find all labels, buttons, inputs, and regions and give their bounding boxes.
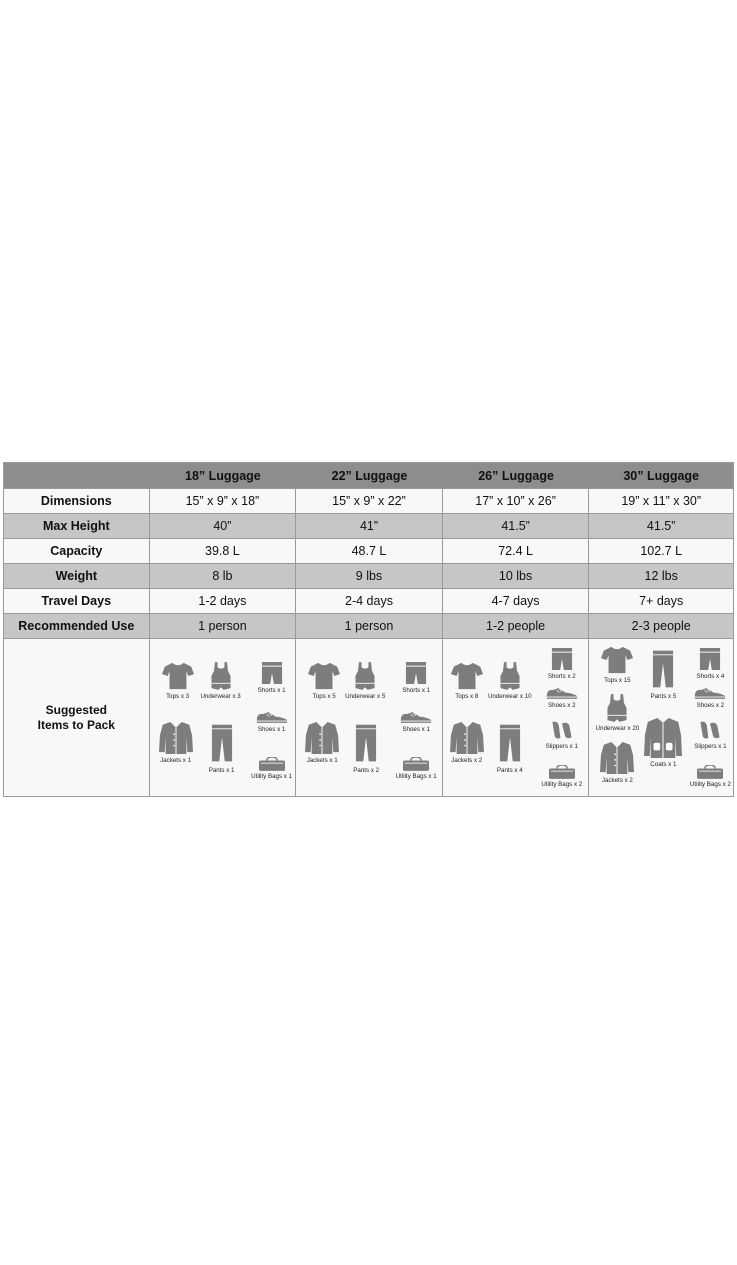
table-row-suggested-items — [4, 638, 733, 796]
table-cell: 1 person — [296, 614, 443, 638]
pack-item-utility-bags: Utility Bags x 2 — [686, 765, 734, 788]
pack-item-tops: Tops x 15 — [593, 645, 641, 684]
t-shirt-icon — [162, 661, 194, 691]
pack-item-jackets: Jackets x 1 — [152, 721, 200, 764]
table-cell: 7+ days — [639, 594, 684, 608]
table-cell: 15” x 9” x 18” — [150, 489, 297, 513]
shorts-icon — [699, 647, 721, 671]
table-cell: 72.4 L — [443, 539, 590, 563]
pack-item-tops: Tops x 5 — [300, 661, 348, 700]
pack-item-utility-bags: Utility Bags x 2 — [538, 765, 586, 788]
t-shirt-icon — [601, 645, 633, 675]
table-cell: 2-4 days — [296, 589, 443, 613]
pack-cell-18 — [150, 639, 297, 796]
table-header-row — [4, 463, 733, 488]
pack-item-shoes: Shoes x 2 — [538, 687, 586, 709]
table-cell: 102.7 L — [640, 544, 683, 558]
table-cell: 1-2 days — [150, 589, 297, 613]
pack-item-shorts: Shorts x 1 — [392, 661, 440, 694]
pack-item-slippers: Slippers x 1 — [686, 719, 734, 750]
table-cell: 40” — [150, 514, 297, 538]
pack-item-shoes: Shoes x 1 — [392, 711, 440, 733]
pack-item-utility-bags: Utility Bags x 1 — [392, 757, 440, 780]
table-cell: 8 lb — [150, 564, 297, 588]
table-cell: 17” x 10” x 26” — [443, 489, 590, 513]
table-cell: 1-2 people — [443, 614, 590, 638]
pants-icon — [499, 721, 521, 765]
table-cell: 19” x 11” x 30” — [621, 494, 702, 508]
row-label-line: Suggested — [45, 702, 107, 717]
t-shirt-icon — [451, 661, 483, 691]
row-label: Travel Days — [4, 589, 150, 613]
jacket-icon — [305, 721, 339, 755]
pants-icon — [652, 647, 674, 691]
pack-item-jackets: Jackets x 2 — [443, 721, 491, 764]
pack-item-coats: Coats x 1 — [639, 717, 687, 768]
pack-item-tops: Tops x 8 — [443, 661, 491, 700]
row-label: Dimensions — [4, 489, 150, 513]
table-cell: 48.7 L — [296, 539, 443, 563]
underwear-icon — [208, 661, 234, 691]
table-cell: 39.8 L — [150, 539, 297, 563]
table-cell: 4-7 days — [443, 589, 590, 613]
t-shirt-icon — [308, 661, 340, 691]
table-row-travel-days — [4, 588, 733, 613]
pack-item-jackets: Jackets x 1 — [298, 721, 346, 764]
pack-item-shoes: Shoes x 2 — [686, 687, 734, 709]
table-cell: 12 lbs — [644, 569, 678, 583]
row-label: Recommended Use — [4, 614, 150, 638]
header-18-luggage: 18” Luggage — [185, 468, 261, 483]
pack-cell-22 — [296, 639, 443, 796]
pack-item-underwear: Underwear x 20 — [593, 693, 641, 732]
slipper-icon — [550, 719, 574, 741]
jacket-icon — [159, 721, 193, 755]
underwear-icon — [497, 661, 523, 691]
luggage-comparison-table — [3, 462, 734, 797]
shoe-icon — [256, 711, 288, 724]
row-label: Capacity — [4, 539, 150, 563]
pack-item-shorts: Shorts x 1 — [248, 661, 296, 694]
jacket-icon — [450, 721, 484, 755]
underwear-icon — [604, 693, 630, 723]
row-label-suggested-items — [4, 639, 150, 796]
header-26-luggage: 26” Luggage — [478, 468, 554, 483]
pack-cell-26 — [443, 639, 590, 796]
table-cell: 9 lbs — [296, 564, 443, 588]
pack-item-utility-bags: Utility Bags x 1 — [248, 757, 296, 780]
pants-icon — [355, 721, 377, 765]
row-label: Max Height — [4, 514, 150, 538]
shorts-icon — [405, 661, 427, 685]
table-row-weight — [4, 563, 733, 588]
row-label-line: Items to Pack — [37, 717, 115, 732]
pack-item-shorts: Shorts x 4 — [686, 647, 734, 680]
table-cell: 41.5” — [646, 519, 676, 533]
pack-item-underwear: Underwear x 5 — [341, 661, 389, 700]
pack-cell-30 — [589, 639, 733, 796]
header-corner — [4, 463, 150, 488]
shoe-icon — [694, 687, 726, 700]
coat-icon — [644, 717, 682, 759]
utility-bag-icon — [403, 757, 429, 771]
pack-item-underwear: Underwear x 3 — [197, 661, 245, 700]
table-cell: 15” x 9” x 22” — [296, 489, 443, 513]
pack-item-pants: Pants x 1 — [198, 721, 246, 774]
pack-item-pants: Pants x 2 — [342, 721, 390, 774]
shorts-icon — [261, 661, 283, 685]
table-cell: 2-3 people — [631, 619, 691, 633]
table-cell: 10 lbs — [443, 564, 590, 588]
underwear-icon — [352, 661, 378, 691]
slipper-icon — [698, 719, 722, 741]
table-row-capacity — [4, 538, 733, 563]
table-cell: 41.5” — [443, 514, 590, 538]
utility-bag-icon — [549, 765, 575, 779]
shorts-icon — [551, 647, 573, 671]
header-22-luggage: 22” Luggage — [331, 468, 408, 483]
table-row-max-height — [4, 513, 733, 538]
pants-icon — [211, 721, 233, 765]
shoe-icon — [400, 711, 432, 724]
pack-item-jackets: Jackets x 2 — [593, 741, 641, 784]
pack-item-underwear: Underwear x 10 — [486, 661, 534, 700]
jacket-icon — [600, 741, 634, 775]
table-cell: 1 person — [150, 614, 297, 638]
utility-bag-icon — [697, 765, 723, 779]
table-row-dimensions — [4, 488, 733, 513]
pack-item-tops: Tops x 3 — [154, 661, 202, 700]
pack-item-slippers: Slippers x 1 — [538, 719, 586, 750]
header-30-luggage: 30” Luggage — [623, 468, 700, 483]
utility-bag-icon — [259, 757, 285, 771]
shoe-icon — [546, 687, 578, 700]
pack-item-shorts: Shorts x 2 — [538, 647, 586, 680]
pack-item-pants: Pants x 4 — [486, 721, 534, 774]
table-row-recommended-use — [4, 613, 733, 638]
row-label: Weight — [4, 564, 150, 588]
pack-item-pants: Pants x 5 — [639, 647, 687, 700]
table-cell: 41” — [296, 514, 443, 538]
pack-item-shoes: Shoes x 1 — [248, 711, 296, 733]
